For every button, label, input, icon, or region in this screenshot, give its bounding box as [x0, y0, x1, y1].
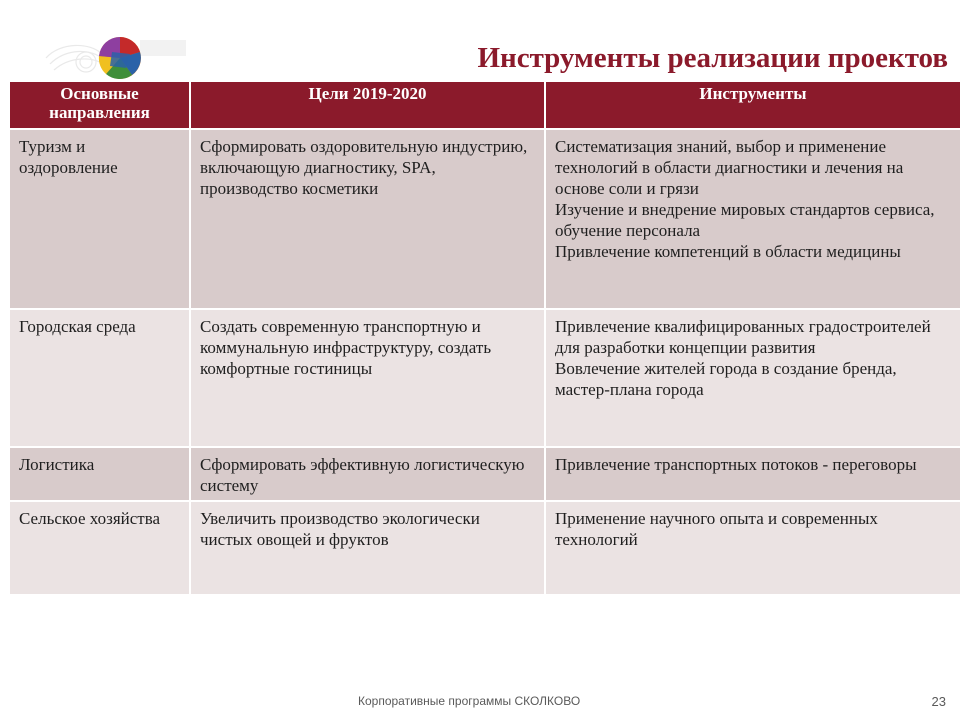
row-direction: Сельское хозяйства — [9, 501, 190, 595]
tool-item: Привлечение компетенций в области медицины — [555, 242, 901, 261]
tool-item: Привлечение квалифицированных градостроителей для разработки концепции развития — [555, 317, 931, 357]
row-goal: Создать современную транспортную и коммунальную инфраструктуру, создать комфортные гостиницы — [190, 309, 545, 447]
row-direction: Логистика — [9, 447, 190, 501]
row-direction: Туризм и оздоровление — [9, 129, 190, 309]
logo-icon — [40, 36, 190, 80]
row-goal: Сформировать оздоровительную индустрию, включающую диагностику, SPA, производство косметики — [190, 129, 545, 309]
table-row — [9, 501, 960, 595]
row-tools — [545, 501, 960, 595]
table-row — [9, 129, 960, 309]
table-header-row — [9, 81, 960, 129]
slide-title: Инструменты реализации проектов — [477, 42, 948, 74]
footer-text: Корпоративные программы СКОЛКОВО — [358, 694, 581, 708]
table-row — [9, 309, 960, 447]
row-goal: Увеличить производство экологически чистых овощей и фруктов — [190, 501, 545, 595]
tool-item: Систематизация знаний, выбор и применение технологий в области диагностики и лечения на основе соли и грязи — [555, 137, 904, 198]
row-tools — [545, 309, 960, 447]
page-number: 23 — [931, 694, 946, 709]
table-row — [9, 447, 960, 501]
tool-item: Привлечение транспортных потоков - переговоры — [555, 455, 917, 474]
row-direction: Городская среда — [9, 309, 190, 447]
projects-table — [8, 80, 960, 596]
tool-item: Применение научного опыта и современных технологий — [555, 509, 878, 549]
row-tools — [545, 447, 960, 501]
column-header-tools: Инструменты — [545, 81, 960, 129]
tool-item: Вовлечение жителей города в создание бренда, мастер-плана города — [555, 359, 897, 399]
column-header-directions: Основные направления — [9, 81, 190, 129]
tool-item: Изучение и внедрение мировых стандартов сервиса, обучение персонала — [555, 200, 935, 240]
row-goal: Сформировать эффективную логистическую систему — [190, 447, 545, 501]
row-tools — [545, 129, 960, 309]
column-header-goals: Цели 2019-2020 — [190, 81, 545, 129]
